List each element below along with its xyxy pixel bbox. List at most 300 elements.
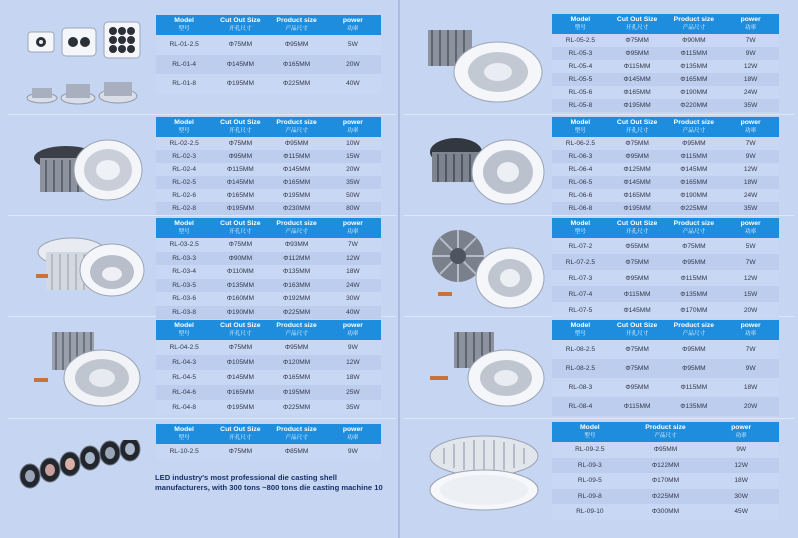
table-header: [552, 14, 779, 34]
downlight-rl10-image: [14, 440, 144, 496]
header-label-cn: 产品尺寸: [285, 229, 308, 235]
table-cell: Φ95MM: [653, 446, 678, 454]
table-row: [552, 86, 779, 99]
table-header: [156, 117, 381, 137]
table-cell: RL-05-3: [568, 50, 593, 57]
table-cell: 40W: [346, 80, 360, 88]
table-row: [552, 47, 779, 60]
header-cell-product: [269, 424, 325, 444]
table-cell: RL-05-5: [568, 76, 593, 83]
downlight-rl05-image: [420, 18, 550, 110]
table-cell: 80W: [346, 205, 360, 212]
table-row: [156, 385, 381, 400]
table-cell: Φ135MM: [680, 63, 708, 70]
table-cell: 12W: [346, 254, 360, 262]
header-cell-power: [325, 320, 381, 340]
table-cell: Φ90MM: [682, 37, 706, 44]
table-cell: RL-06-5: [568, 179, 593, 186]
table-cell: Φ95MM: [284, 344, 309, 351]
table-cell: 18W: [743, 384, 758, 391]
table-cell: RL-09-2.5: [575, 446, 605, 454]
table-cell: Φ195MM: [623, 205, 651, 212]
spec-table: [552, 117, 779, 215]
table-header: [156, 424, 381, 444]
table-cell: 15W: [743, 290, 758, 298]
table-cell: RL-01-8: [172, 80, 197, 88]
header-cell-product: [666, 117, 723, 137]
table-cell: Φ95MM: [625, 274, 649, 282]
header-cell-product: [666, 14, 723, 34]
table-cell: Φ120MM: [283, 359, 311, 366]
table-cell: 7W: [347, 241, 358, 249]
header-cell-cutout: [609, 14, 666, 34]
table-cell: Φ75MM: [228, 344, 253, 351]
header-label: power: [740, 220, 761, 227]
table-cell: 30W: [734, 492, 748, 500]
table-cell: Φ55MM: [625, 242, 649, 250]
table-cell: 12W: [743, 63, 758, 70]
table-cell: Φ75MM: [228, 140, 253, 147]
header-label: Product size: [276, 119, 317, 126]
table-header: [552, 320, 779, 340]
table-cell: Φ225MM: [651, 492, 680, 500]
table-cell: 7W: [745, 258, 756, 266]
header-label-cn: 产品尺寸: [285, 435, 308, 441]
header-label-cn: 产品尺寸: [285, 128, 308, 134]
table-row: [552, 397, 779, 416]
table-header: [156, 218, 381, 238]
table-cell: Φ115MM: [623, 403, 651, 410]
header-label: Cut Out Size: [220, 119, 261, 126]
header-label: power: [342, 322, 363, 329]
table-cell: Φ165MM: [283, 179, 311, 186]
header-cell-product: [666, 218, 723, 238]
table-cell: RL-03-2.5: [169, 241, 199, 249]
table-cell: 18W: [734, 477, 748, 485]
table-cell: RL-02-4: [172, 166, 197, 173]
header-cell-product: [269, 15, 325, 35]
header-label-cn: 产品尺寸: [285, 26, 308, 32]
header-cell-cutout: [212, 117, 268, 137]
table-cell: Φ165MM: [283, 60, 311, 68]
table-cell: Φ170MM: [680, 306, 708, 314]
header-label: Cut Out Size: [616, 16, 658, 23]
table-cell: 18W: [346, 268, 360, 276]
table-cell: Φ135MM: [680, 403, 708, 410]
table-cell: RL-06-8: [568, 205, 593, 212]
table-cell: 9W: [745, 50, 756, 57]
header-label: Cut Out Size: [616, 322, 658, 329]
table-row: [156, 137, 381, 150]
table-cell: Φ75MM: [228, 241, 253, 249]
table-cell: Φ220MM: [680, 102, 708, 109]
table-cell: Φ160MM: [226, 295, 254, 303]
header-label-cn: 功率: [745, 128, 757, 134]
table-cell: Φ165MM: [226, 192, 254, 199]
table-cell: Φ170MM: [651, 477, 680, 485]
header-cell-model: [156, 424, 212, 444]
table-cell: RL-04-5: [172, 374, 197, 381]
table-cell: RL-07-3: [568, 274, 593, 282]
table-cell: 9W: [736, 446, 747, 454]
header-label: Model: [570, 220, 591, 227]
header-cell-product: [269, 117, 325, 137]
header-label: Product size: [673, 220, 715, 227]
table-cell: RL-05-6: [568, 89, 593, 96]
header-cell-cutout: [212, 424, 268, 444]
table-row: [156, 292, 381, 306]
table-cell: Φ85MM: [284, 448, 309, 455]
table-cell: Φ115MM: [680, 50, 708, 57]
header-label: Product size: [673, 119, 715, 126]
header-label-cn: 型号: [178, 331, 190, 337]
table-cell: Φ95MM: [682, 365, 706, 372]
header-cell-model: [156, 15, 212, 35]
spec-table: [156, 424, 381, 459]
table-row: [552, 442, 779, 458]
header-label: Cut Out Size: [616, 119, 658, 126]
table-cell: Φ95MM: [228, 153, 253, 160]
table-cell: Φ95MM: [625, 153, 649, 160]
table-cell: Φ75MM: [228, 41, 253, 49]
spec-table-rl09: [552, 422, 779, 520]
table-cell: Φ145MM: [226, 179, 254, 186]
table-row: [552, 340, 779, 359]
table-row: [156, 238, 381, 252]
header-label: Model: [174, 119, 194, 126]
table-row: [156, 306, 381, 320]
table-cell: RL-07-2: [568, 242, 593, 250]
table-cell: Φ125MM: [623, 166, 651, 173]
table-cell: 5W: [745, 242, 756, 250]
table-cell: Φ95MM: [625, 50, 649, 57]
table-cell: Φ190MM: [680, 89, 708, 96]
header-cell-power: [722, 117, 779, 137]
table-cell: RL-03-5: [172, 281, 197, 289]
table-cell: Φ195MM: [226, 205, 254, 212]
table-cell: 9W: [745, 153, 756, 160]
table-cell: Φ225MM: [680, 205, 708, 212]
table-cell: 9W: [745, 365, 756, 372]
table-cell: Φ75MM: [625, 365, 649, 372]
table-row: [552, 34, 779, 47]
spec-table: [156, 15, 381, 94]
table-cell: RL-06-6: [568, 192, 593, 199]
table-cell: 10W: [346, 140, 360, 147]
header-label: Model: [174, 17, 194, 24]
table-cell: Φ93MM: [284, 241, 309, 249]
header-label-cn: 型号: [574, 25, 586, 31]
header-label: power: [740, 16, 761, 23]
header-label: Model: [174, 426, 194, 433]
header-cell-cutout: [212, 15, 268, 35]
header-label-cn: 开孔尺寸: [229, 26, 252, 32]
header-label: power: [342, 17, 363, 24]
table-cell: Φ145MM: [623, 76, 651, 83]
table-cell: RL-01-4: [172, 60, 197, 68]
header-label-cn: 产品尺寸: [654, 433, 677, 439]
table-cell: 18W: [743, 76, 758, 83]
table-cell: Φ195MM: [226, 80, 254, 88]
table-row: [156, 279, 381, 293]
header-cell-model: [552, 14, 609, 34]
table-row: [156, 176, 381, 189]
table-row: [156, 370, 381, 385]
table-cell: Φ135MM: [283, 268, 311, 276]
header-label-cn: 型号: [178, 26, 190, 32]
table-row: [552, 473, 779, 489]
table-row: [156, 163, 381, 176]
table-cell: Φ145MM: [623, 306, 651, 314]
table-cell: RL-09-5: [577, 477, 602, 485]
table-cell: 12W: [743, 166, 758, 173]
table-cell: 50W: [346, 192, 360, 199]
table-cell: 45W: [734, 508, 748, 516]
header-cell-power: [722, 14, 779, 34]
table-cell: RL-03-3: [172, 254, 197, 262]
table-cell: Φ225MM: [283, 80, 311, 88]
table-header: [156, 15, 381, 35]
header-label-cn: 型号: [178, 435, 190, 441]
header-cell-product: [666, 320, 723, 340]
table-row: [156, 444, 381, 459]
table-row: [552, 378, 779, 397]
header-cell-cutout: [609, 320, 666, 340]
table-cell: RL-05-8: [568, 102, 593, 109]
header-cell-cutout: [609, 117, 666, 137]
header-label-cn: 型号: [574, 128, 586, 134]
header-label: Model: [174, 220, 194, 227]
table-header: [552, 218, 779, 238]
header-label-cn: 产品尺寸: [682, 229, 706, 235]
table-row: [552, 504, 779, 520]
table-cell: 35W: [743, 205, 758, 212]
table-cell: RL-02-6: [172, 192, 197, 199]
spec-table: [156, 117, 381, 215]
table-cell: Φ95MM: [625, 384, 649, 391]
table-cell: Φ115MM: [623, 290, 651, 298]
table-row: [156, 189, 381, 202]
table-cell: Φ190MM: [680, 192, 708, 199]
table-row: [552, 270, 779, 286]
divider: [8, 114, 396, 115]
table-cell: Φ115MM: [623, 63, 651, 70]
header-label: power: [740, 322, 761, 329]
table-cell: Φ75MM: [228, 448, 253, 455]
table-row: [552, 302, 779, 318]
table-cell: RL-08-4: [568, 403, 593, 410]
page-spine: [398, 0, 400, 538]
table-cell: Φ75MM: [625, 37, 649, 44]
table-cell: RL-10-2.5: [169, 448, 199, 455]
downlight-rl03-image: [30, 222, 148, 314]
table-cell: Φ75MM: [625, 258, 649, 266]
table-row: [156, 202, 381, 215]
header-label-cn: 开孔尺寸: [625, 229, 649, 235]
header-cell-power: [325, 218, 381, 238]
table-cell: 12W: [346, 359, 360, 366]
header-label: Model: [570, 322, 591, 329]
table-header: [552, 117, 779, 137]
table-row: [552, 73, 779, 86]
header-label-cn: 开孔尺寸: [625, 331, 649, 337]
table-cell: RL-09-3: [577, 461, 602, 469]
downlight-rl08-image: [424, 322, 550, 414]
table-row: [552, 489, 779, 505]
header-label-cn: 型号: [574, 229, 586, 235]
table-row: [156, 355, 381, 370]
header-label-cn: 功率: [745, 229, 757, 235]
divider: [8, 215, 396, 216]
table-cell: RL-07-4: [568, 290, 593, 298]
table-cell: 30W: [346, 295, 360, 303]
table-cell: RL-03-4: [172, 268, 197, 276]
table-row: [552, 189, 779, 202]
table-cell: RL-04-6: [172, 389, 197, 396]
header-label-cn: 产品尺寸: [285, 331, 308, 337]
table-cell: 18W: [346, 374, 360, 381]
header-label: power: [342, 220, 363, 227]
spec-table: [552, 218, 779, 318]
header-label-cn: 功率: [745, 331, 757, 337]
header-cell-cutout: [212, 320, 268, 340]
table-cell: RL-02-5: [172, 179, 197, 186]
table-cell: RL-09-10: [576, 508, 604, 516]
table-cell: RL-04-3: [172, 359, 197, 366]
table-row: [156, 340, 381, 355]
table-cell: RL-03-8: [172, 308, 197, 316]
header-cell-power: [325, 117, 381, 137]
header-label-cn: 型号: [584, 433, 596, 439]
header-cell-model: [156, 218, 212, 238]
table-row: [552, 359, 779, 378]
table-cell: Φ165MM: [226, 389, 254, 396]
table-cell: 20W: [346, 166, 360, 173]
table-row: [156, 55, 381, 75]
header-label: Product size: [276, 426, 317, 433]
table-cell: Φ145MM: [283, 166, 311, 173]
table-cell: RL-02-2.5: [169, 140, 199, 147]
table-cell: Φ75MM: [682, 242, 706, 250]
header-label-cn: 功率: [745, 25, 757, 31]
table-row: [552, 202, 779, 215]
header-label-cn: 功率: [347, 331, 359, 337]
table-cell: Φ165MM: [623, 89, 651, 96]
table-row: [552, 254, 779, 270]
table-cell: Φ195MM: [283, 192, 311, 199]
table-cell: Φ195MM: [226, 404, 254, 411]
table-cell: 5W: [347, 41, 358, 49]
header-label: Cut Out Size: [616, 220, 658, 227]
table-cell: Φ230MM: [283, 205, 311, 212]
table-row: [552, 150, 779, 163]
table-cell: Φ165MM: [680, 179, 708, 186]
table-row: [552, 458, 779, 474]
header-cell-model: [156, 117, 212, 137]
header-label: Product size: [673, 16, 715, 23]
table-row: [552, 163, 779, 176]
table-cell: RL-05-2.5: [565, 37, 596, 44]
header-label: power: [342, 119, 363, 126]
table-cell: Φ135MM: [226, 281, 254, 289]
header-label-cn: 型号: [178, 229, 190, 235]
table-cell: 40W: [346, 308, 360, 316]
table-cell: 20W: [346, 60, 360, 68]
table-cell: Φ165MM: [623, 192, 651, 199]
header-label-cn: 开孔尺寸: [229, 128, 252, 134]
divider: [8, 418, 396, 419]
table-cell: RL-02-3: [172, 153, 197, 160]
header-label: Product size: [276, 220, 317, 227]
header-cell-power: [722, 320, 779, 340]
table-row: [156, 265, 381, 279]
table-cell: 12W: [734, 461, 748, 469]
table-cell: Φ95MM: [682, 346, 706, 353]
table-cell: Φ145MM: [226, 374, 254, 381]
header-cell-power: [722, 218, 779, 238]
header-cell-cutout: [609, 218, 666, 238]
table-cell: 25W: [346, 389, 360, 396]
header-label-cn: 功率: [735, 433, 747, 439]
table-cell: 9W: [347, 344, 358, 351]
table-cell: 35W: [743, 102, 758, 109]
table-cell: RL-08-2.5: [565, 346, 596, 353]
header-label: Product size: [645, 424, 686, 431]
table-cell: RL-04-2.5: [169, 344, 199, 351]
downlight-rl09-image: [424, 428, 550, 518]
downlight-rl04-image: [30, 322, 148, 414]
table-row: [156, 150, 381, 163]
table-cell: RL-06-4: [568, 166, 593, 173]
table-cell: 7W: [745, 346, 756, 353]
divider: [404, 114, 794, 115]
tagline: LED industry's most professional die casting shell manufacturers, with 300 tons ~800 tons die casting machine 10: [155, 473, 383, 492]
table-cell: 35W: [346, 404, 360, 411]
table-cell: RL-07-5: [568, 306, 593, 314]
table-cell: 20W: [743, 403, 758, 410]
header-cell-product: [269, 218, 325, 238]
table-cell: Φ90MM: [228, 254, 253, 262]
table-cell: RL-08-3: [568, 384, 593, 391]
table-cell: Φ225MM: [283, 404, 311, 411]
table-cell: Φ195MM: [283, 389, 311, 396]
table-cell: 18W: [743, 179, 758, 186]
header-label: Model: [570, 16, 591, 23]
table-cell: Φ145MM: [226, 60, 254, 68]
table-row: [156, 35, 381, 55]
header-label-cn: 开孔尺寸: [625, 25, 649, 31]
table-cell: RL-09-8: [577, 492, 602, 500]
spec-table: [156, 218, 381, 319]
table-cell: Φ165MM: [680, 76, 708, 83]
header-cell-model: [156, 320, 212, 340]
header-cell-model: [552, 117, 609, 137]
table-row: [552, 238, 779, 254]
header-cell-model: [552, 422, 628, 442]
header-label-cn: 功率: [347, 229, 359, 235]
header-label: Model: [580, 424, 600, 431]
table-cell: RL-02-8: [172, 205, 197, 212]
table-cell: Φ115MM: [680, 384, 708, 391]
table-cell: Φ195MM: [623, 102, 651, 109]
header-label: power: [731, 424, 752, 431]
header-label-cn: 功率: [347, 128, 359, 134]
downlight-rl02-image: [28, 120, 148, 212]
table-cell: Φ75MM: [625, 346, 649, 353]
header-cell-model: [552, 218, 609, 238]
table-row: [552, 286, 779, 302]
table-cell: Φ105MM: [226, 359, 254, 366]
